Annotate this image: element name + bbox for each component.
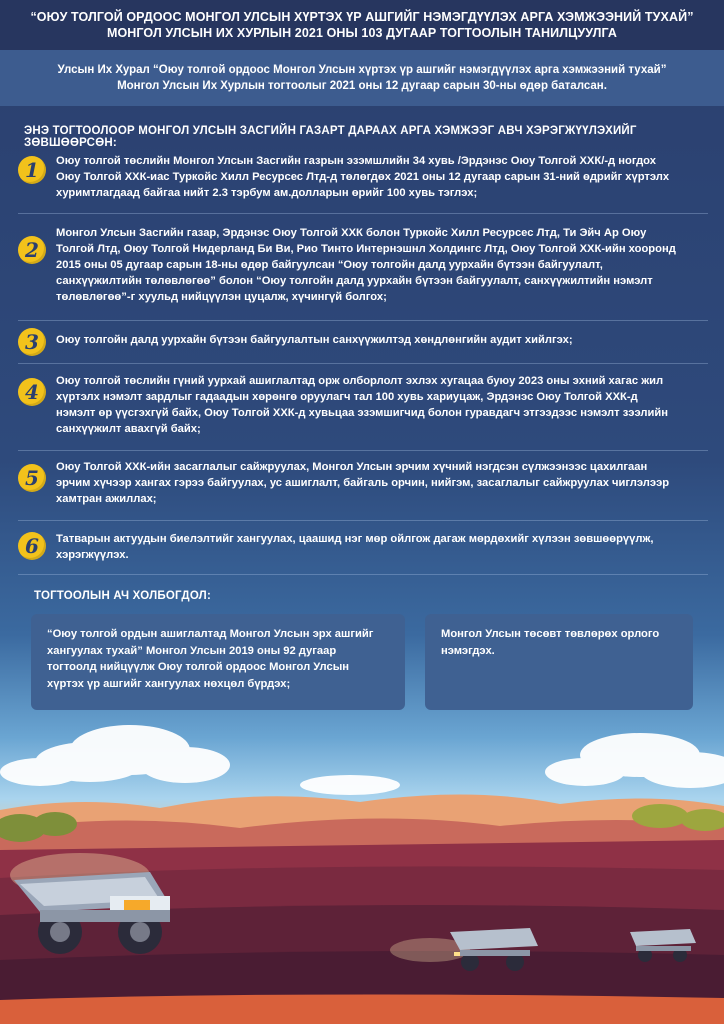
title-line-2: МОНГОЛ УЛСЫН ИХ ХУРЛЫН 2021 ОНЫ 103 ДУГААР ТОГТООЛЫН ТАНИЛЦУУЛГА	[106, 26, 618, 40]
intro-line-2: Монгол Улсын Их Хурлын тогтоолыг 2021 оны 12 дугаар сарын 30-ны өдөр баталсан.	[117, 80, 607, 92]
number-badge-3: 3	[18, 328, 46, 356]
card1-line-4: хүртэх үр ашгийг хангуулах нөхцөл бүрдэх;	[47, 677, 291, 690]
measure-item-4	[18, 370, 708, 437]
measure-item-6	[18, 528, 708, 563]
card2-line-1: Монгол Улсын төсөвт төвлөрөх орлого	[441, 628, 660, 640]
divider	[18, 320, 708, 321]
clouds	[0, 725, 724, 795]
divider	[18, 363, 708, 364]
measure-text-4	[56, 370, 668, 437]
number-badge-4: 4	[18, 378, 46, 406]
divider	[18, 520, 708, 521]
mine-illustration	[0, 700, 724, 1024]
measure-5-line-1: Оюу Толгой ХХК-ийн засаглалыг сайжруулах, Монгол Улсын эрчим хүчний нэгдсэн сүлжээнээс цахилгаан	[56, 461, 648, 473]
number-badge-1: 1	[18, 156, 46, 184]
measure-3-line-1: Оюу толгойн далд уурхайн бүтээн байгуулалтын санхүүжилтэд хөндлөнгийн аудит хийлгэх;	[56, 334, 573, 346]
measure-text-6	[56, 528, 654, 563]
measure-5-line-2: эрчим хүчээр хангах гэрээ байгуулах, ус ашиглалт, байгаль орчин, нийгэм, засаглалыг сайжруулах чиглэлээр	[56, 477, 670, 489]
measure-6-line-2: хэрэгжүүлэх.	[56, 549, 129, 561]
intro-line-1: Улсын Их Хурал “Оюу толгой ордоос Монгол Улсын хүртэх үр ашгийг нэмэгдүүлэх арга хэмжээний тухай”	[57, 64, 667, 76]
intro-banner	[0, 50, 724, 106]
measure-item-1	[18, 150, 708, 201]
card1-line-3: тогтоолд нийцүүлж Оюу толгой ордоос Монгол Улсын	[47, 661, 350, 673]
number-badge-6: 6	[18, 532, 46, 560]
title-line-1: “ОЮУ ТОЛГОЙ ОРДООС МОНГОЛ УЛСЫН ХҮРТЭХ ҮР АШГИЙГ НЭМЭГДҮҮЛЭХ АРГА ХЭМЖЭЭНИЙ ТУХАЙ”	[30, 10, 694, 24]
measure-1-line-3: хуримтлагдаад байгаа нийт 2.3 тэрбум ам.долларын өрийг 100 хувь тэглэх;	[56, 187, 478, 199]
measure-2-line-2: Толгой Лтд, Оюу Толгой Нидерланд Би Ви, Рио Тинто Интернэшнл Холдингс Лтд, Оюу Толгой ХХК-ийн хооронд	[56, 243, 676, 255]
measure-4-line-4: санхүүжилт авахгүй байх;	[56, 423, 201, 435]
card1-line-1: “Оюу толгой ордын ашиглалтад Монгол Улсын эрх ашгийг	[47, 628, 374, 640]
measure-4-line-2: хүртэлх нэмэлт зардлыг гадаадын хөрөнгө оруулагч тал 100 хувь хариуцаж, Эрдэнэс Оюу Толгой ХХК-д	[56, 391, 638, 403]
measure-1-line-1: Оюу толгой төслийн Монгол Улсын Засгийн газрын эзэмшлийн 34 хувь /Эрдэнэс Оюу Толгой ХХК/-д ногдох	[56, 155, 656, 167]
measure-1-line-2: Оюу Толгой ХХК-иас Туркойс Хилл Ресурсес Лтд-д төлөгдөх 2021 оны 12 дугаар сарын 31-ний өдрийг хүртэлх	[56, 171, 670, 183]
header-title-bar	[0, 0, 724, 50]
measure-4-line-3: нэмэлт өр үүсгэхгүй байх, Оюу Толгой ХХК-д хувьцаа эзэмшигчид болон гуравдагч этгээдээс нэмэлт зээлийн	[56, 407, 668, 419]
number-badge-2: 2	[18, 236, 46, 264]
measure-2-line-4: санхүүжилтийн төлөвлөгөө” болон “Оюу толгойн далд уурхайн бүтээн байгуулалт, санхүүжилтийн нэмэлт	[56, 275, 653, 287]
significance-card-2	[425, 614, 693, 710]
measure-item-2	[18, 222, 708, 305]
measure-6-line-1: Татварын актуудын биелэлтийг хангуулах, цаашид нэг мөр ойлгож дагаж мөрдөхийг хүлээн зөвшөөрүүлж,	[56, 533, 654, 545]
measure-text-3	[56, 326, 573, 348]
measure-text-2	[56, 222, 676, 305]
measure-item-5	[18, 456, 708, 507]
measure-2-line-3: 2015 оны 05 дугаар сарын 18-ны өдөр байгуулсан “Оюу толгойн далд уурхайн бүтээн байгуулалт,	[56, 259, 603, 271]
measure-2-line-5: төлөвлөгөө”-г хуульд нийцүүлэн цуцалж, хүчингүй болгох;	[56, 291, 387, 303]
measure-text-1	[56, 150, 669, 201]
card1-line-2: хангуулах тухай” Монгол Улсын 2019 оны 92 дугаар	[47, 644, 337, 657]
card2-line-2: нэмэгдэх.	[441, 644, 495, 657]
divider	[18, 213, 708, 214]
divider	[18, 450, 708, 451]
measure-text-5	[56, 456, 669, 507]
significance-heading: ТОГТООЛЫН АЧ ХОЛБОГДОЛ:	[34, 590, 211, 602]
significance-card-1	[31, 614, 405, 710]
foreground-rocks	[0, 994, 724, 1024]
number-badge-5: 5	[18, 464, 46, 492]
measure-2-line-1: Монгол Улсын Засгийн газар, Эрдэнэс Оюу Толгой ХХК болон Туркойс Хилл Ресурсес Лтд, Ти Эйч Ар Оюу	[56, 227, 647, 239]
measures-heading: ЭНЭ ТОГТООЛООР МОНГОЛ УЛСЫН ЗАСГИЙН ГАЗАРТ ДАРААХ АРГА ХЭМЖЭЭГ АВЧ ХЭРЭГЖҮҮЛЭХИЙГ ЗӨВШӨӨРСӨН:	[24, 125, 637, 149]
measure-item-3	[18, 326, 708, 356]
measure-5-line-3: хамтран ажиллах;	[56, 493, 157, 505]
measure-4-line-1: Оюу толгой төслийн гүний уурхай ашиглалтад орж олборлолт эхлэх хугацаа буюу 2023 оны эхний хагас жил	[56, 375, 664, 387]
divider	[18, 574, 708, 575]
